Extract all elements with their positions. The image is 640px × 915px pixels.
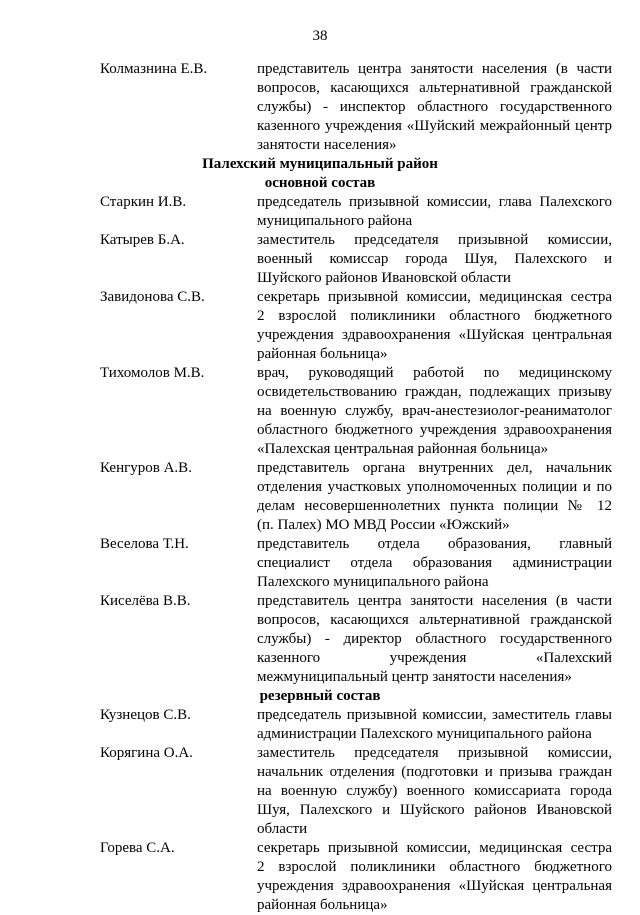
role-line: вопросов, касающихся альтернативной гражданской	[257, 612, 612, 628]
section-heading: основной состав	[264, 175, 376, 191]
member-name: Киселёва В.В.	[100, 593, 191, 609]
member-role	[257, 193, 612, 231]
role-line: военный комиссар города Шуя, Палехского и	[257, 251, 612, 267]
role-line: занятости населения»	[257, 137, 397, 153]
member-name: Горева С.А.	[100, 840, 175, 856]
member-name: Тихомолов М.В.	[100, 365, 205, 381]
role-line: Палехского муниципального района	[257, 574, 489, 590]
role-line: делам несовершеннолетних пункта полиции № 12	[257, 498, 612, 514]
member-role	[257, 535, 612, 592]
role-line: службы) - инспектор областного государственного	[257, 99, 612, 115]
role-line: освидетельствованию граждан, подлежащих призыву	[257, 384, 612, 400]
role-line: специалист отдела образования администрации	[257, 555, 612, 571]
document-body	[0, 60, 640, 915]
member-role	[257, 744, 612, 839]
role-line: на военную службу, врач-анестезиолог-реаниматолог	[257, 403, 612, 419]
member-role	[257, 60, 612, 155]
member-entry	[0, 231, 640, 288]
member-entry	[0, 535, 640, 592]
role-line: районная больница»	[257, 346, 388, 362]
role-line: казенного учреждения «Шуйский межрайонный центр	[257, 118, 612, 134]
role-line: представитель центра занятости населения (в части	[257, 593, 612, 609]
role-line: (п. Палех) МО МВД России «Южский»	[257, 517, 510, 533]
section-heading: Палехский муниципальный район	[202, 156, 438, 172]
member-role	[257, 706, 612, 744]
role-line: казенного учреждения «Палехский	[257, 650, 612, 666]
member-name: Завидонова С.В.	[100, 289, 205, 305]
member-entry	[0, 592, 640, 687]
role-line: учреждения здравоохранения «Шуйская центральная	[257, 327, 612, 343]
member-name: Веселова Т.Н.	[100, 536, 189, 552]
member-name: Корягина О.А.	[100, 745, 193, 761]
role-line: области	[257, 821, 308, 837]
role-line: председатель призывной комиссии, заместитель главы	[257, 707, 612, 723]
role-line: председатель призывной комиссии, глава Палехского	[257, 194, 612, 210]
role-line: начальник отделения (подготовки и призыва граждан	[257, 764, 612, 780]
member-entry	[0, 60, 640, 155]
member-name: Кузнецов С.В.	[100, 707, 191, 723]
member-name: Катырев Б.А.	[100, 232, 185, 248]
member-role	[257, 839, 612, 915]
role-line: 2 взрослой поликлиники областного бюджетного	[257, 859, 612, 875]
role-line: представитель отдела образования, главный	[257, 536, 612, 552]
member-role	[257, 459, 612, 535]
member-entry	[0, 288, 640, 364]
member-entry	[0, 193, 640, 231]
role-line: заместитель председателя призывной комиссии,	[257, 745, 612, 761]
member-name: Колмазнина Е.В.	[100, 61, 208, 77]
member-entry	[0, 459, 640, 535]
role-line: службы) - директор областного государственного	[257, 631, 612, 647]
member-entry	[0, 364, 640, 459]
role-line: заместитель председателя призывной комиссии,	[257, 232, 612, 248]
role-line: представитель органа внутренних дел, начальник	[257, 460, 612, 476]
member-name: Кенгуров А.В.	[100, 460, 192, 476]
member-role	[257, 364, 612, 459]
role-line: учреждения здравоохранения «Шуйская центральная	[257, 878, 612, 894]
section-heading: резервный состав	[259, 688, 381, 704]
role-line: секретарь призывной комиссии, медицинская сестра	[257, 289, 612, 305]
member-role	[257, 288, 612, 364]
role-line: муниципального района	[257, 213, 413, 229]
role-line: отделения участковых уполномоченных полиции и по	[257, 479, 612, 495]
role-line: секретарь призывной комиссии, медицинская сестра	[257, 840, 612, 856]
member-role	[257, 592, 612, 687]
page-number: 38	[312, 28, 328, 44]
role-line: 2 взрослой поликлиники областного бюджетного	[257, 308, 612, 324]
role-line: областного бюджетного учреждения здравоохранения	[257, 422, 612, 438]
role-line: на военную службу) военного комиссариата города	[257, 783, 612, 799]
role-line: Шуя, Палехского и Шуйского районов Ивановской	[257, 802, 612, 818]
role-line: Шуйского районов Ивановской области	[257, 270, 511, 286]
member-entry	[0, 839, 640, 915]
member-role	[257, 231, 612, 288]
member-entry	[0, 744, 640, 839]
role-line: межмуниципальный центр занятости населения»	[257, 669, 572, 685]
role-line: «Палехская центральная районная больница»	[257, 441, 549, 457]
role-line: представитель центра занятости населения (в части	[257, 61, 612, 77]
role-line: вопросов, касающихся альтернативной гражданской	[257, 80, 612, 96]
member-entry	[0, 706, 640, 744]
member-name: Старкин И.В.	[100, 194, 187, 210]
role-line: врач, руководящий работой по медицинскому	[257, 365, 612, 381]
role-line: администрации Палехского муниципального района	[257, 726, 592, 742]
role-line: районная больница»	[257, 897, 388, 913]
